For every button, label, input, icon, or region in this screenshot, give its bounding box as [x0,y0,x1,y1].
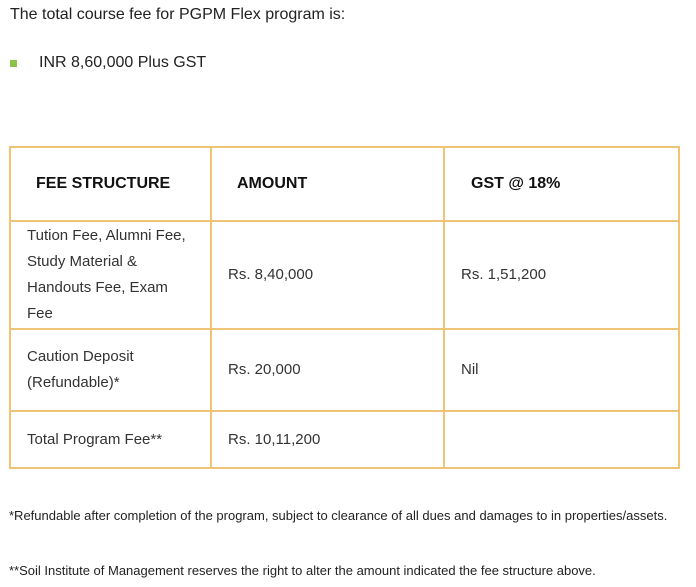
gst-cell: Nil [444,329,679,411]
fee-line: Total Program Fee** [27,430,163,448]
fee-summary-text: INR 8,60,000 Plus GST [39,54,207,71]
gst-cell [444,411,679,468]
fee-structure-table [9,146,680,469]
table-row [10,221,679,329]
table-header-row [10,147,679,221]
table-row [10,411,679,468]
table-row [10,329,679,411]
fee-line: Handouts Fee, Exam Fee [27,279,168,322]
amount-cell: Rs. 20,000 [211,329,444,411]
bullet-square-icon [10,60,17,67]
fee-cell [10,329,211,411]
intro-text: The total course fee for PGPM Flex program is: [10,6,346,23]
fee-line: (Refundable)* [27,374,120,391]
fee-summary-item [10,53,206,73]
footnote-rights: **Soil Institute of Management reserves the right to alter the amount indicated the fee structure above. [9,563,596,578]
footnote-refundable: *Refundable after completion of the program, subject to clearance of all dues and damages to in properties/assets. [9,508,668,523]
fee-cell [10,411,211,468]
fee-line: Tution Fee, Alumni Fee, [27,227,186,244]
header-gst: GST @ 18% [444,147,679,221]
amount-cell: Rs. 8,40,000 [211,221,444,329]
header-fee-structure: FEE STRUCTURE [10,147,211,221]
fee-line: Study Material & [27,253,138,270]
amount-cell: Rs. 10,11,200 [211,411,444,468]
fee-line: Caution Deposit [27,348,134,365]
fee-cell [10,221,211,329]
header-amount: AMOUNT [211,147,444,221]
gst-cell: Rs. 1,51,200 [444,221,679,329]
